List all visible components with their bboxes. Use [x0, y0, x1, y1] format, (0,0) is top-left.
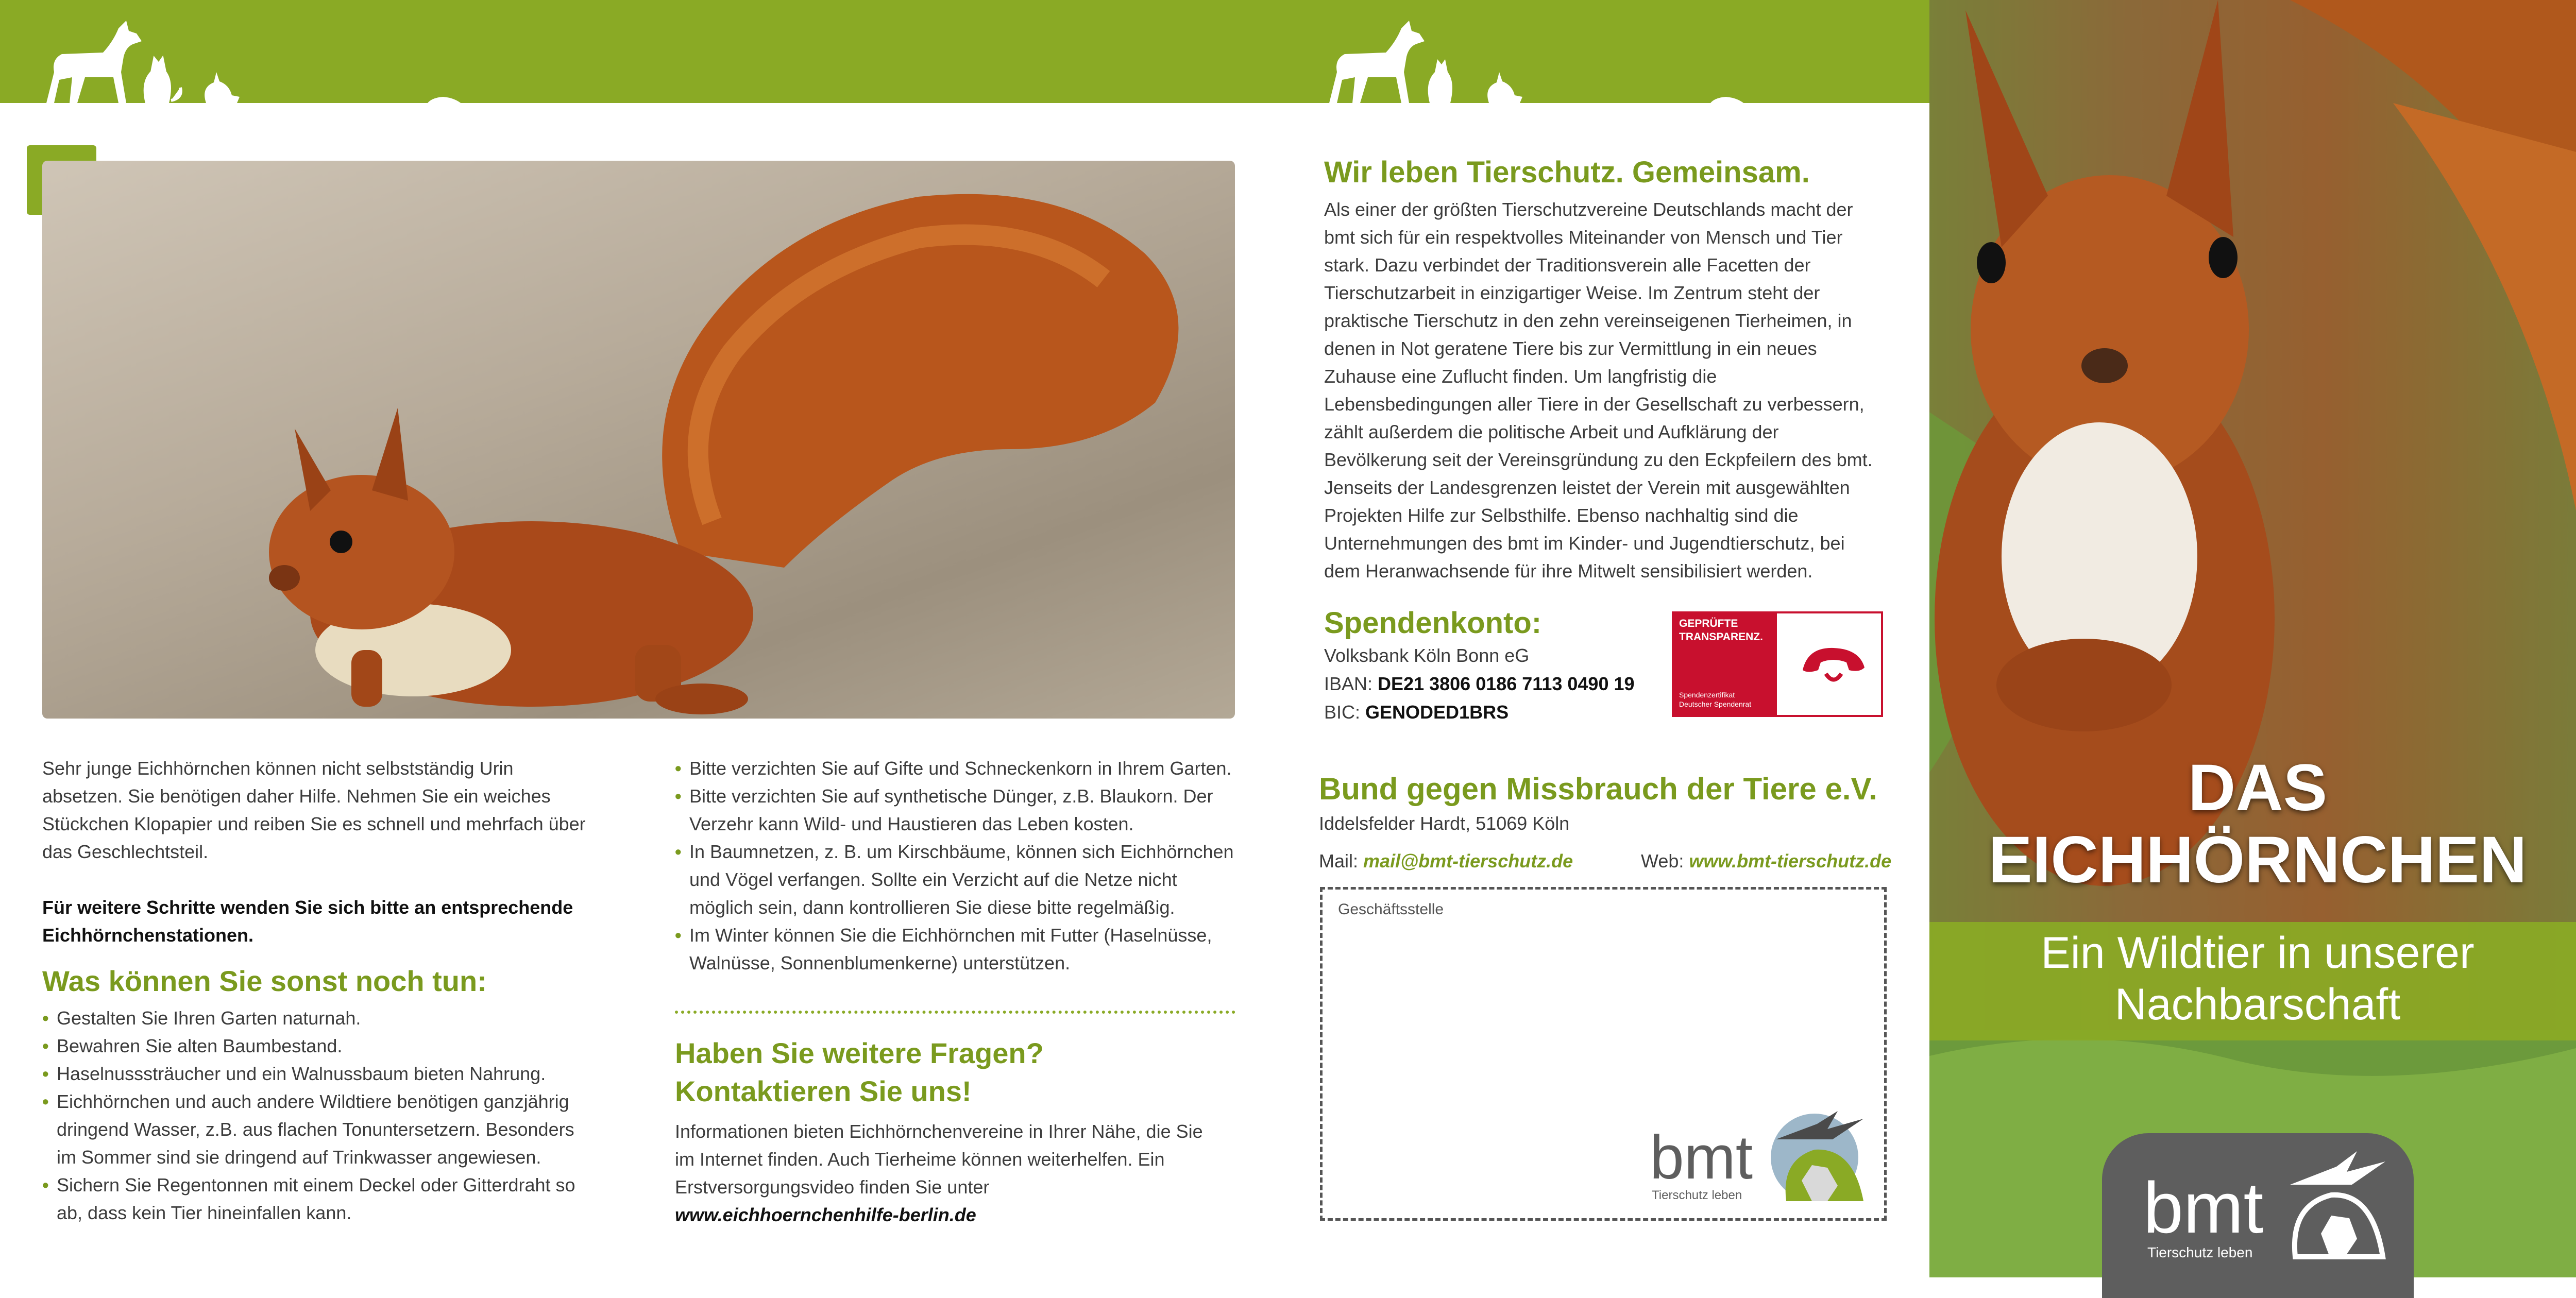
- cover-subtitle-2: Nachbarschaft: [2114, 980, 2401, 1029]
- list-item: • Haselnusssträucher und ein Walnussbaum bieten Nahrung.: [42, 1060, 594, 1088]
- bic-label: BIC:: [1324, 702, 1361, 723]
- address-box: [1320, 887, 1887, 1221]
- seal-small-2: Deutscher Spendenrat: [1679, 700, 1752, 708]
- about-heading: Wir leben Tierschutz. Gemeinsam.: [1324, 156, 1810, 189]
- seal-small-1: Spendenzertifikat: [1679, 691, 1735, 699]
- cover-title-2: EICHHÖRNCHEN: [1988, 823, 2527, 897]
- dotted-divider: [675, 1011, 1235, 1014]
- bank-name: Volksbank Köln Bonn eG: [1324, 645, 1530, 666]
- bmt-animals-icon: [1766, 1103, 1874, 1206]
- info-paragraph: Informationen bieten Eichhörnchenvereine in Ihrer Nähe, die Sie im Internet finden. Auch Tierheime können weiterhelfen. Ein Erstversorgungsvideo finden Sie unter: [675, 1121, 1203, 1198]
- transparency-seal: [1672, 611, 1883, 717]
- list-item: • In Baumnetzen, z. B. um Kirschbäume, können sich Eichhörnchen und Vögel verfangen. Sollte ein Verzicht auf die Netze nicht möglich sein, dann kontrollieren Sie diese bitte regelmäßig.: [675, 838, 1236, 921]
- question-heading-1: Haben Sie weitere Fragen?: [675, 1037, 1044, 1069]
- office-label: Geschäftsstelle: [1338, 901, 1444, 918]
- bmt-logo: [1650, 1103, 1876, 1211]
- list-item: • Sichern Sie Regentonnen mit einem Deckel oder Gitterdraht so ab, dass kein Tier hineinfallen kann.: [42, 1171, 594, 1227]
- org-name: Bund gegen Missbrauch der Tiere e.V.: [1319, 772, 1877, 806]
- bmt-logo-text: bmt: [1650, 1123, 1753, 1192]
- web-link[interactable]: www.bmt-tierschutz.de: [1689, 850, 1892, 872]
- tips-list-middle: [675, 755, 1236, 977]
- animal-silhouettes-icon: [1319, 10, 1783, 106]
- mail-label: Mail:: [1319, 850, 1359, 872]
- tips-heading: Was können Sie sonst noch tun:: [42, 965, 487, 997]
- list-item: • Bitte verzichten Sie auf Gifte und Schneckenkorn in Ihrem Garten.: [675, 755, 1236, 782]
- cover-logo-sub: Tierschutz leben: [2147, 1244, 2253, 1260]
- bic-value: GENODED1BRS: [1365, 702, 1509, 723]
- video-link[interactable]: www.eichhoernchenhilfe-berlin.de: [675, 1204, 976, 1225]
- iban-label: IBAN:: [1324, 673, 1373, 694]
- org-address: Iddelsfelder Hardt, 51069 Köln: [1319, 813, 1570, 834]
- note-paragraph: Für weitere Schritte wenden Sie sich bitte an entsprechende Eichhörnchenstationen.: [42, 897, 573, 946]
- seal-mark-icon: [1798, 642, 1870, 688]
- about-paragraph: Als einer der größten Tierschutzvereine Deutschlands macht der bmt sich für ein respektvolles Miteinander von Mensch und Tier stark. Dazu verbindet der Traditionsverein alle Facetten der Tierschutzarbeit in einzigartiger Weise. Im Zentrum steht der praktische Tierschutz in den zehn vereinseigenen Tierheimen, in denen in Not geratene Tiere bis zur Vermittlung in ein neues Zuhause eine Zuflucht finden. Um langfristig die Lebensbedingungen aller Tiere in der Gesellschaft zu verbessern, zählt außerdem die politische Arbeit und Aufklärung der Bevölkerung seit der Vereinsgründung zu den Eckpfeilern des bmt. Jenseits der Landesgrenzen leistet der Verein mit ausgewählten Projekten Hilfe zur Selbsthilfe. Ebenso nachhaltig sind die Unternehmungen des bmt im Kinder- und Jugendtierschutz, bei dem Heranwachsende für ihre Mitwelt sensibilisiert werden.: [1324, 199, 1873, 582]
- tips-list-left: [42, 1004, 594, 1227]
- intro-paragraph: Sehr junge Eichhörnchen können nicht selbstständig Urin absetzen. Sie benötigen daher Hilfe. Nehmen Sie ein weiches Stückchen Klopapier und reiben Sie es schnell und mehrfach über das Geschlechtsteil.: [42, 758, 586, 862]
- animal-silhouettes-icon: [36, 10, 500, 106]
- donation-heading: Spendenkonto:: [1324, 606, 1542, 640]
- mail-link[interactable]: mail@bmt-tierschutz.de: [1363, 850, 1573, 872]
- cover-title-1: DAS: [2188, 751, 2328, 825]
- list-item: • Gestalten Sie Ihren Garten naturnah.: [42, 1004, 594, 1032]
- bmt-logo-sub: Tierschutz leben: [1652, 1188, 1742, 1202]
- web-row: [1641, 847, 1899, 875]
- list-item: • Eichhörnchen und auch andere Wildtiere benötigen ganzjährig dringend Wasser, z.B. aus flachen Tonuntersetzern. Besonders im Sommer sind sie dringend auf Trinkwasser angewiesen.: [42, 1088, 594, 1171]
- cover-subtitle-1: Ein Wildtier in unserer: [2041, 928, 2475, 978]
- web-label: Web:: [1641, 850, 1684, 872]
- list-item: • Im Winter können Sie die Eichhörnchen mit Futter (Haselnüsse, Walnüsse, Sonnenblumenkerne) unterstützen.: [675, 921, 1236, 977]
- list-item: • Bewahren Sie alten Baumbestand.: [42, 1032, 594, 1060]
- cover-logo-animals-icon: [2280, 1143, 2393, 1262]
- mail-row: [1319, 847, 1680, 875]
- iban-value: DE21 3806 0186 7113 0490 19: [1378, 673, 1635, 694]
- cover-logo-text: bmt: [2143, 1167, 2264, 1248]
- squirrel-photo: [42, 161, 1235, 719]
- list-item: • Bitte verzichten Sie auf synthetische Dünger, z.B. Blaukorn. Der Verzehr kann Wild- und Haustieren das Leben kosten.: [675, 782, 1236, 838]
- cover-photo: [1929, 0, 2576, 1277]
- cover-logo-badge: [2102, 1133, 2414, 1298]
- seal-title-2: TRANSPARENZ.: [1679, 631, 1763, 643]
- seal-title-1: GEPRÜFTE: [1679, 618, 1738, 629]
- question-heading-2: Kontaktieren Sie uns!: [675, 1075, 972, 1107]
